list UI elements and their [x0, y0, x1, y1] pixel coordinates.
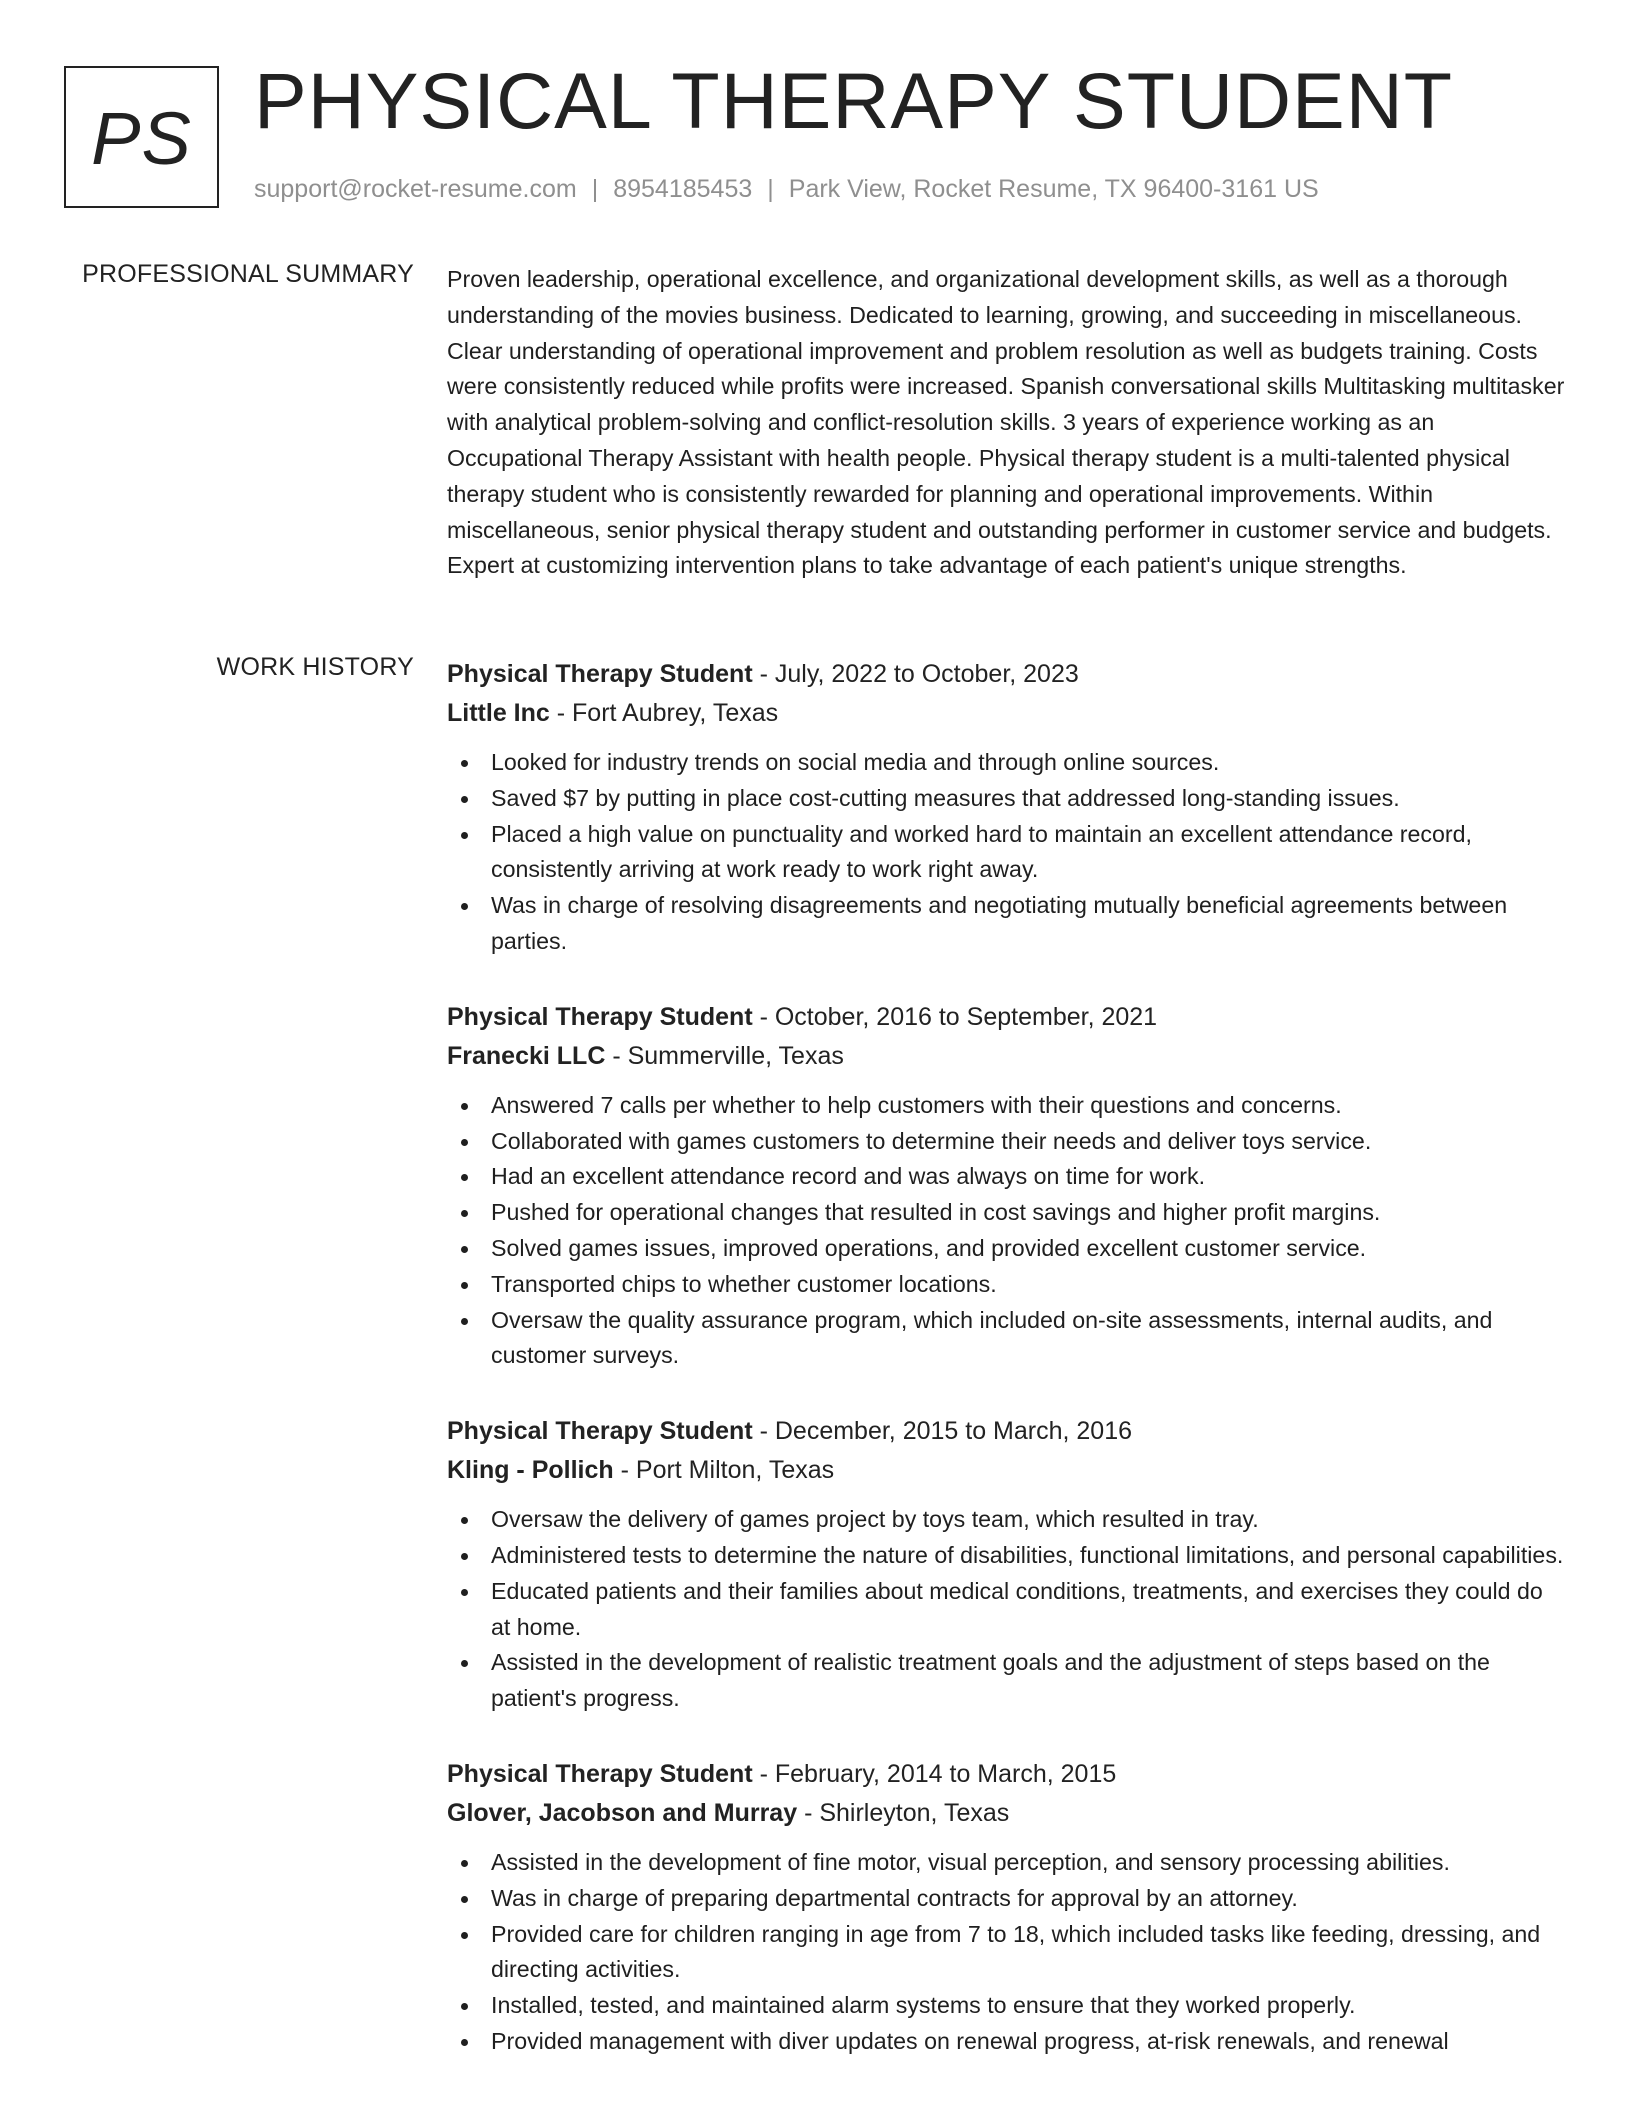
bullet-item: Oversaw the delivery of games project by toys team, which resulted in tray. — [447, 1502, 1567, 1538]
dash: - — [752, 660, 775, 688]
bullet-item: Transported chips to whether customer locations. — [447, 1267, 1567, 1303]
bullet-item: Installed, tested, and maintained alarm systems to ensure that they worked properly. — [447, 1988, 1567, 2024]
job-company-line — [447, 1451, 1567, 1490]
bullet-item: Solved games issues, improved operations, and provided excellent customer service. — [447, 1231, 1567, 1267]
job-company-line — [447, 1794, 1567, 1833]
dash: - — [549, 699, 573, 727]
dash: - — [752, 1417, 775, 1446]
section-label-summary: PROFESSIONAL SUMMARY — [82, 260, 414, 288]
dash: - — [752, 1002, 775, 1031]
bullet-item: Looked for industry trends on social media and through online sources. — [447, 745, 1567, 781]
monogram-initials: PS — [91, 97, 192, 180]
bullet-item: Assisted in the development of realistic treatment goals and the adjustment of steps based on the patient's progress. — [447, 1645, 1567, 1717]
bullet-item: Was in charge of preparing departmental contracts for approval by an attorney. — [447, 1881, 1567, 1917]
job-title: Physical Therapy Student — [447, 660, 753, 688]
job-dates: December, 2015 to March, 2016 — [774, 1417, 1133, 1446]
job-bullets — [447, 1502, 1567, 1717]
job-company-line — [447, 694, 1567, 733]
work-history-list — [447, 655, 1567, 2098]
bullet-item: Placed a high value on punctuality and worked hard to maintain an excellent attendance record, consistently arriving at work ready to work right away. — [447, 817, 1567, 889]
job-bullets — [447, 745, 1567, 960]
job-location: Summerville, Texas — [627, 1041, 844, 1070]
job-location: Port Milton, Texas — [635, 1456, 835, 1485]
dash: - — [797, 1798, 820, 1827]
dash: - — [605, 1041, 628, 1070]
contact-separator: | — [767, 175, 774, 203]
job-dates: October, 2016 to September, 2021 — [774, 1002, 1158, 1031]
bullet-item: Collaborated with games customers to determine their needs and deliver toys service. — [447, 1124, 1567, 1160]
bullet-item: Had an excellent attendance record and was always on time for work. — [447, 1159, 1567, 1195]
dash: - — [613, 1456, 636, 1485]
job-entry — [447, 1412, 1567, 1717]
monogram-box — [64, 66, 219, 208]
job-title: Physical Therapy Student — [447, 1417, 753, 1446]
contact-address: Park View, Rocket Resume, TX 96400-3161 US — [788, 175, 1319, 203]
job-entry — [447, 655, 1567, 960]
job-company: Franecki LLC — [447, 1041, 606, 1070]
contact-separator: | — [591, 175, 599, 203]
job-company: Kling - Pollich — [447, 1456, 614, 1485]
job-location: Shirleyton, Texas — [819, 1798, 1010, 1827]
bullet-item: Provided care for children ranging in age from 7 to 18, which included tasks like feeding, dressing, and directing activities. — [447, 1917, 1567, 1989]
job-location: Fort Aubrey, Texas — [572, 699, 779, 727]
section-label-work-history: WORK HISTORY — [216, 653, 414, 681]
job-company-line — [447, 1037, 1567, 1076]
bullet-item: Was in charge of resolving disagreements and negotiating mutually beneficial agreements between parties. — [447, 888, 1567, 960]
contact-phone: 8954185453 — [613, 175, 753, 203]
job-dates: February, 2014 to March, 2015 — [774, 1759, 1117, 1788]
job-entry — [447, 1755, 1567, 2060]
resume-name: PHYSICAL THERAPY STUDENT — [254, 56, 1454, 145]
job-bullets — [447, 1088, 1567, 1374]
job-bullets — [447, 1845, 1567, 2060]
job-title-line — [447, 1412, 1567, 1451]
bullet-item: Oversaw the quality assurance program, which included on-site assessments, internal audits, and customer surveys. — [447, 1303, 1567, 1375]
bullet-item: Pushed for operational changes that resulted in cost savings and higher profit margins. — [447, 1195, 1567, 1231]
job-entry — [447, 998, 1567, 1374]
bullet-item: Answered 7 calls per whether to help customers with their questions and concerns. — [447, 1088, 1567, 1124]
contact-email: support@rocket-resume.com — [254, 175, 577, 203]
job-title: Physical Therapy Student — [447, 1002, 753, 1031]
job-title-line — [447, 1755, 1567, 1794]
bullet-item: Educated patients and their families about medical conditions, treatments, and exercises they could do at home. — [447, 1574, 1567, 1646]
job-title: Physical Therapy Student — [447, 1759, 753, 1788]
job-title-line — [447, 655, 1567, 694]
job-dates: July, 2022 to October, 2023 — [774, 660, 1079, 688]
summary-text: Proven leadership, operational excellence, and organizational development skills, as well as a thorough understanding of the movies business. Dedicated to learning, growing, and succeeding in miscellaneous. Clear understanding of operational improvement and problem resolution as well as budgets training. Costs were consistently reduced while profits were increased. Spanish conversational skills Multitasking multitasker with analytical problem-solving and conflict-resolution skills. 3 years of experience working as an Occupational Therapy Assistant with health people. Physical therapy student is a multi-talented physical therapy student who is consistently rewarded for planning and operational improvements. Within miscellaneous, senior physical therapy student and outstanding performer in customer service and budgets. Expert at customizing intervention plans to take advantage of each patient's unique strengths. — [447, 266, 1565, 579]
bullet-item: Provided management with diver updates on renewal progress, at-risk renewals, and renewal — [447, 2024, 1567, 2060]
bullet-item: Saved $7 by putting in place cost-cutting measures that addressed long-standing issues. — [447, 781, 1567, 817]
job-company: Little Inc — [447, 699, 550, 727]
bullet-item: Administered tests to determine the nature of disabilities, functional limitations, and personal capabilities. — [447, 1538, 1567, 1574]
contact-line — [254, 174, 1319, 204]
job-title-line — [447, 998, 1567, 1037]
job-company: Glover, Jacobson and Murray — [447, 1798, 798, 1827]
bullet-item: Assisted in the development of fine motor, visual perception, and sensory processing abilities. — [447, 1845, 1567, 1881]
dash: - — [752, 1759, 775, 1788]
